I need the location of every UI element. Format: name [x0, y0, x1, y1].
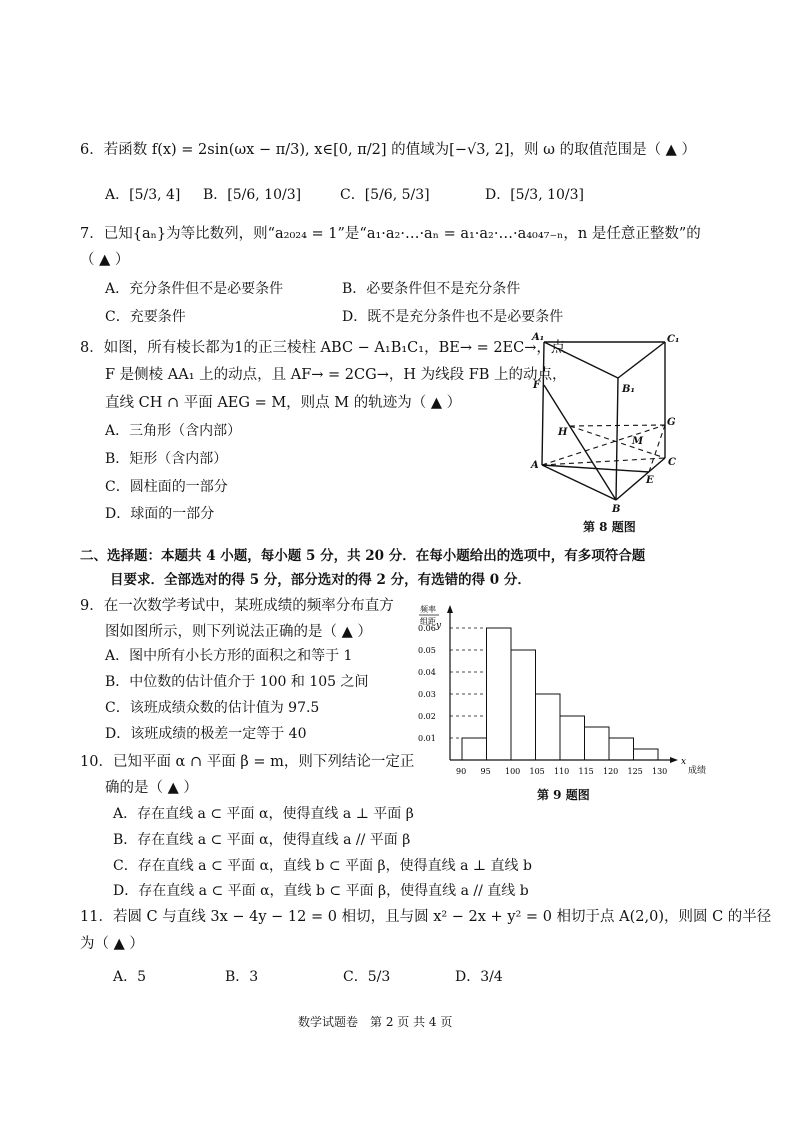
q10-line2: 确的是（ ▲ ）: [105, 780, 198, 796]
q9-line2: 图如图所示，则下列说法正确的是（ ▲ ）: [105, 624, 372, 640]
label-a: A: [531, 460, 539, 471]
y-axis-symbol: y: [436, 621, 442, 631]
label-a1: A₁: [532, 332, 545, 343]
q8-line1: 8．如图，所有棱长都为1的正三棱柱 ABC − A₁B₁C₁，BE→ = 2EC→，点: [80, 340, 566, 356]
label-h: H: [558, 427, 568, 438]
histogram-bar: [462, 738, 487, 760]
histogram-bar: [560, 716, 585, 760]
y-axis-arrow-icon: [447, 605, 453, 613]
q8-option-b: B．矩形（含内部）: [105, 451, 228, 467]
page-footer: 数学试题卷 第 2 页 共 4 页: [298, 1015, 453, 1029]
q8-option-a: A．三角形（含内部）: [105, 423, 242, 439]
q11-option-c: C．5/3: [343, 969, 391, 985]
label-c1: C₁: [667, 334, 680, 345]
q7-option-c: C．充要条件: [105, 309, 186, 325]
y-tick-label: 0.06: [418, 624, 436, 633]
q9-figure-caption: 第 9 题图: [537, 788, 590, 802]
histogram-bar: [487, 628, 512, 760]
label-b1: B₁: [622, 384, 635, 395]
x-tick-label: 100: [505, 767, 521, 776]
q7-option-b: B．必要条件但不是充分条件: [342, 281, 521, 297]
label-g: G: [667, 417, 676, 428]
q7-option-a: A．充分条件但不是必要条件: [105, 281, 284, 297]
q10-line1: 10．已知平面 α ∩ 平面 β = m，则下列结论一定正: [80, 754, 415, 770]
y-tick-label: 0.02: [418, 712, 436, 721]
x-tick-label: 115: [578, 767, 594, 776]
label-m: M: [632, 436, 644, 447]
label-c: C: [668, 457, 676, 468]
q10-option-c: C．存在直线 a ⊂ 平面 α，直线 b ⊂ 平面 β，使得直线 a ⊥ 直线 b: [113, 858, 532, 874]
x-axis-symbol: x: [681, 757, 687, 767]
q8-prism-figure: [528, 330, 688, 515]
label-e: E: [646, 475, 654, 486]
x-tick-label: 95: [480, 767, 491, 776]
q11-option-a: A．5: [113, 969, 147, 985]
q6-option-d: D．[5/3, 10/3]: [485, 187, 585, 203]
y-tick-label: 0.04: [418, 668, 436, 677]
histogram-bar: [536, 694, 561, 760]
svg-text:组距: 组距: [420, 617, 436, 626]
q10-option-b: B．存在直线 a ⊂ 平面 α，使得直线 a // 平面 β: [113, 832, 411, 848]
q11-option-d: D．3/4: [455, 969, 503, 985]
label-b: B: [612, 504, 621, 515]
y-tick-label: 0.01: [418, 734, 436, 743]
x-tick-label: 110: [554, 767, 570, 776]
q7-option-d: D．既不是充分条件也不是必要条件: [342, 309, 564, 325]
y-tick-label: 0.05: [418, 646, 436, 655]
q8-figure-caption: 第 8 题图: [583, 520, 636, 534]
q10-option-a: A．存在直线 a ⊂ 平面 α，使得直线 a ⊥ 平面 β: [113, 806, 414, 822]
q7-line2: （ ▲ ）: [80, 252, 130, 268]
q6-option-b: B．[5/6, 10/3]: [203, 187, 302, 203]
x-tick-label: 90: [456, 767, 467, 776]
q9-option-a: A．图中所有小长方形的面积之和等于 1: [105, 648, 353, 664]
section2-line2: 目要求．全部选对的得 5 分，部分选对的得 2 分，有选错的得 0 分．: [110, 572, 531, 588]
q9-option-b: B．中位数的估计值介于 100 和 105 之间: [105, 674, 369, 690]
q11-line1: 11．若圆 C 与直线 3x − 4y − 12 = 0 相切，且与圆 x² − 2x + y² = 0 相切于点 A(2,0)，则圆 C 的半径: [80, 909, 772, 925]
histogram-bar: [609, 738, 634, 760]
q8-line3: 直线 CH ∩ 平面 AEG = M，则点 M 的轨迹为（ ▲ ）: [105, 395, 462, 411]
x-tick-label: 130: [652, 767, 668, 776]
q8-option-c: C．圆柱面的一部分: [105, 479, 228, 495]
x-axis-arrow-icon: [670, 757, 678, 763]
q11-option-b: B．3: [225, 969, 259, 985]
q10-option-d: D．存在直线 a ⊂ 平面 α，直线 b ⊂ 平面 β，使得直线 a // 直线 b: [113, 883, 529, 899]
q9-histogram: [410, 600, 710, 780]
y-tick-label: 0.03: [418, 690, 436, 699]
q7-line1: 7．已知{aₙ}为等比数列，则“a₂₀₂₄ = 1”是“a₁·a₂·…·aₙ = a₁·a₂·…·a₄₀₄₇₋ₙ，n 是任意正整数”的: [80, 226, 701, 242]
q8-line2: F 是侧棱 AA₁ 上的动点，且 AF→ = 2CG→，H 为线段 FB 上的动点，: [105, 367, 567, 383]
q6-text: 6．若函数 f(x) = 2sin(ωx − π/3), x∈[0, π/2] 的值域为[−√3, 2]，则 ω 的取值范围是（ ▲ ）: [80, 142, 696, 158]
label-f: F: [533, 380, 541, 391]
histogram-bar: [634, 749, 659, 760]
q8-option-d: D．球面的一部分: [105, 506, 215, 522]
histogram-bar: [511, 650, 536, 760]
svg-text:频率: 频率: [420, 605, 436, 614]
x-tick-label: 125: [627, 767, 643, 776]
q11-line2: 为（ ▲ ）: [80, 936, 144, 952]
q9-line1: 9．在一次数学考试中，某班成绩的频率分布直方: [80, 598, 394, 614]
section2-line1: 二、选择题：本题共 4 小题，每小题 5 分，共 20 分．在每小题给出的选项中，有多项符合题: [80, 548, 646, 564]
x-tick-label: 105: [529, 767, 545, 776]
q6-option-c: C．[5/6, 5/3]: [340, 187, 430, 203]
histogram-bar: [585, 727, 610, 760]
x-tick-label: 120: [603, 767, 619, 776]
q6-option-a: A．[5/3, 4]: [105, 187, 181, 203]
q9-option-c: C．该班成绩众数的估计值为 97.5: [105, 700, 320, 716]
q9-option-d: D．该班成绩的极差一定等于 40: [105, 726, 307, 742]
x-axis-label: 成绩: [688, 766, 707, 776]
